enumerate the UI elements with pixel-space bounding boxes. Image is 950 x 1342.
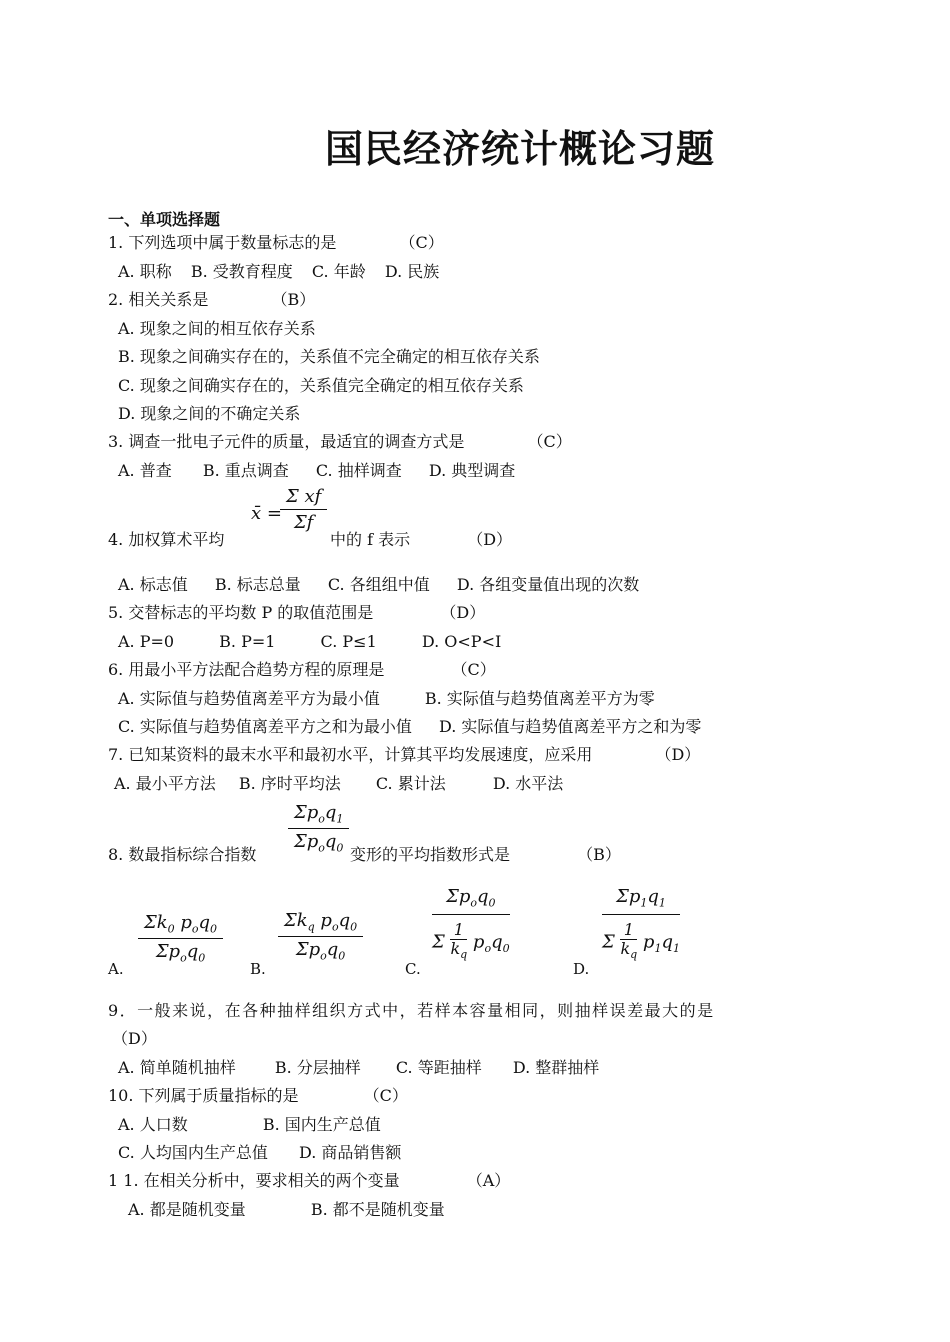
question-stem: 6. 用最小平方法配合趋势方程的原理是: [108, 660, 385, 679]
option-c: C. 累计法: [375, 774, 446, 793]
option-b-label: B.: [250, 960, 266, 978]
question-11: [108, 1171, 510, 1191]
formula-quantity-index: [288, 802, 349, 854]
question-stem-tail: 中的 f 表示: [330, 530, 411, 549]
options-10-cd: [118, 1143, 401, 1163]
answer: （D）: [440, 603, 486, 622]
option-c: C. 实际值与趋势值离差平方之和为最小值: [118, 717, 412, 736]
options-5: [118, 632, 501, 652]
option-c: C. 现象之间确实存在的，关系值完全确定的相互依存关系: [118, 376, 524, 395]
option-c: C. 抽样调查: [315, 461, 402, 480]
question-3: [108, 432, 572, 452]
options-10-ab: [118, 1115, 381, 1135]
option-b: B. 现象之间确实存在的，关系值不完全确定的相互依存关系: [118, 347, 540, 366]
answer: （D）: [655, 745, 701, 764]
option-c: C. 年龄: [311, 262, 366, 281]
question-stem: 4. 加权算术平均: [108, 530, 225, 549]
option-b: B. 分层抽样: [274, 1058, 361, 1077]
option-a: A. 最小平方法: [114, 774, 216, 793]
option-c-formula: $\Sigma p_oq_0$ Σ $\frac{1}{k_q}$ $p_oq_0$: [432, 886, 510, 961]
answer: （C）: [451, 660, 496, 679]
option-d: D. 水平法: [492, 774, 564, 793]
question-9: [108, 1001, 715, 1021]
question-stem-tail: 变形的平均指数形式是: [350, 845, 511, 864]
option-a: A. 职称: [118, 262, 172, 281]
option-a: A. 普查: [118, 461, 172, 480]
answer: （B）: [271, 290, 316, 309]
question-1: [108, 233, 444, 253]
question-stem: 8. 数最指标综合指数: [108, 845, 257, 864]
question-5: [108, 603, 485, 623]
option-b: B. 重点调查: [202, 461, 289, 480]
option-a: A. P=0: [118, 632, 175, 651]
question-10: [108, 1086, 408, 1106]
option-a-label: A.: [108, 960, 124, 978]
formula-numerator: Σ xf: [280, 486, 327, 510]
question-8: [108, 845, 256, 865]
question-9-answer: [112, 1029, 157, 1049]
option-d: D. 商品销售额: [298, 1143, 402, 1162]
formula-numerator: $\Sigma p_oq_1$: [288, 802, 349, 829]
formula-lhs: x̄ =: [251, 503, 282, 524]
option-d: D. 各组变量值出现的次数: [456, 575, 640, 594]
answer: （A）: [466, 1171, 511, 1190]
options-4: [118, 575, 639, 595]
option-b: B. 标志总量: [214, 575, 301, 594]
formula-weighted-mean: [280, 486, 327, 533]
question-stem: 1. 下列选项中属于数量标志的是: [108, 233, 337, 252]
question-stem: 9．一般来说，在各种抽样组织方式中，若样本容量相同，则抽样误差最大的是: [108, 1001, 715, 1020]
formula-denominator: $\Sigma p_oq_0$: [294, 830, 344, 855]
options-7: [114, 774, 563, 794]
question-stem: 2. 相关关系是: [108, 290, 209, 309]
option-c: C. 各组组中值: [327, 575, 430, 594]
question-stem: 3. 调查一批电子元件的质量，最适宜的调查方式是: [108, 432, 465, 451]
question-stem: 5. 交替标志的平均数 P 的取值范围是: [108, 603, 374, 622]
question-stem: 10. 下列属于质量指标的是: [108, 1086, 299, 1105]
formula-denominator: Σf: [293, 512, 314, 533]
answer: （C）: [363, 1086, 408, 1105]
question-stem: 1 1. 在相关分析中，要求相关的两个变量: [108, 1171, 400, 1190]
question-7: [108, 745, 700, 765]
question-4-continued: [330, 530, 512, 550]
option-b: B. 受教育程度: [190, 262, 293, 281]
option-c: C. 等距抽样: [395, 1058, 482, 1077]
option-a: A. 实际值与趋势值离差平方为最小值: [118, 689, 380, 708]
option-a-formula: $\Sigma k_0$ $p_oq_0$ $\Sigma p_oq_0$: [138, 912, 223, 964]
option-c: C. 人均国内生产总值: [118, 1143, 268, 1162]
option-d: D. 整群抽样: [512, 1058, 600, 1077]
option-d-formula: $\Sigma p_1q_1$ Σ $\frac{1}{k_q}$ $p_1q_1$: [602, 886, 680, 961]
option-d: D. 民族: [384, 262, 440, 281]
option-d: D. 实际值与趋势值离差平方之和为零: [438, 717, 702, 736]
question-6: [108, 660, 496, 680]
answer: （B）: [577, 845, 621, 864]
option-a: A. 标志值: [118, 575, 188, 594]
option-a: A. 现象之间的相互依存关系: [118, 319, 316, 338]
document-title: 国民经济统计概论习题: [324, 127, 715, 171]
option-b: B. P=1: [219, 632, 276, 651]
option-a: A. 简单随机抽样: [118, 1058, 236, 1077]
option-a: A. 人口数: [118, 1115, 188, 1134]
option-b: B. 实际值与趋势值离差平方为零: [424, 689, 655, 708]
option-b: B. 序时平均法: [238, 774, 341, 793]
options-6-ab: [118, 689, 655, 709]
option-b: B. 国内生产总值: [262, 1115, 381, 1134]
answer: （D）: [112, 1029, 157, 1048]
options-11: [128, 1200, 445, 1220]
options-1: [118, 262, 439, 282]
option-a: A. 都是随机变量: [128, 1200, 246, 1219]
answer: （D）: [467, 530, 513, 549]
options-3: [118, 461, 515, 481]
section-title: 一、单项选择题: [108, 210, 221, 229]
option-d-label: D.: [573, 960, 590, 978]
answer: （C）: [527, 432, 572, 451]
option-b: B. 都不是随机变量: [310, 1200, 445, 1219]
option-c: C. P≤1: [320, 632, 377, 651]
question-8-continued: [350, 845, 621, 865]
option-c-label: C.: [405, 960, 421, 978]
question-4: [108, 530, 224, 550]
answer: （C）: [399, 233, 444, 252]
options-9: [118, 1058, 599, 1078]
option-d: D. O<P<I: [421, 632, 502, 651]
option-d: D. 现象之间的不确定关系: [118, 404, 301, 423]
question-stem: 7. 已知某资料的最末水平和最初水平，计算其平均发展速度，应采用: [108, 745, 593, 764]
option-d: D. 典型调查: [428, 461, 516, 480]
question-2: [108, 290, 315, 310]
options-6-cd: [118, 717, 701, 737]
option-b-formula: $\Sigma k_q$ $p_oq_0$ $\Sigma p_oq_0$: [278, 910, 363, 962]
